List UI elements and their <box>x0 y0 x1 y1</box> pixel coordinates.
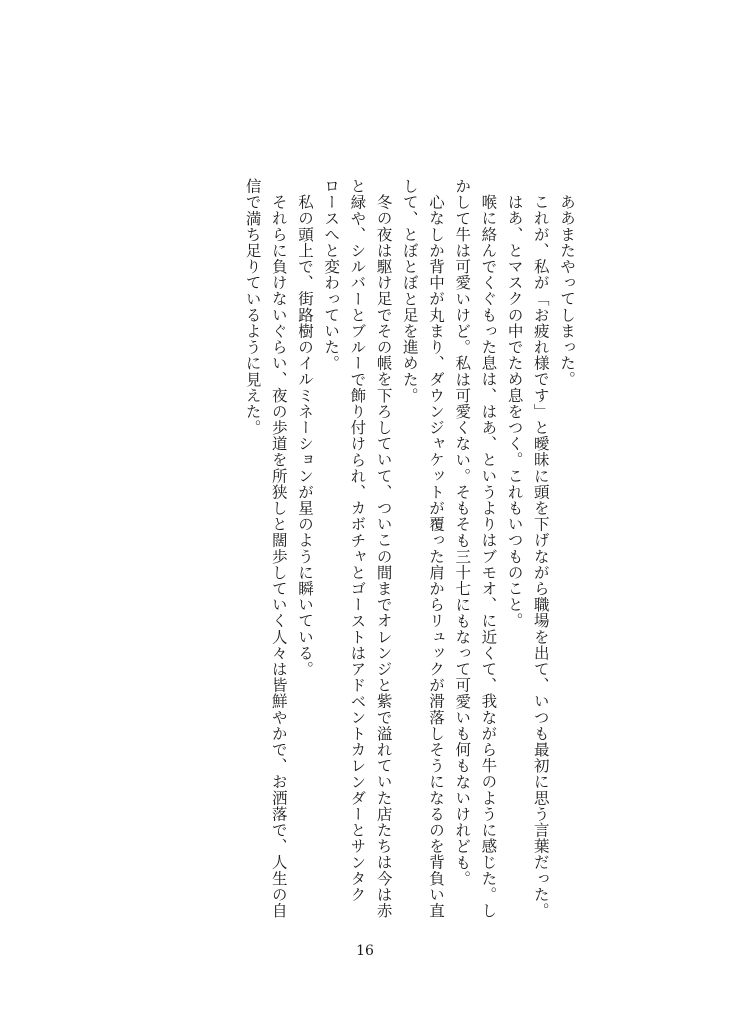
vertical-text-body <box>239 178 580 918</box>
paragraph: はあ、とマスクの中でため息をつく。これもいつものこと。 <box>505 193 524 629</box>
page-number: 16 <box>356 943 374 959</box>
paragraph: ああまたやってしまった。 <box>558 193 576 387</box>
paragraph: それらに負けないぐらい、夜の歩道を所狭しと闊歩していく人々は皆鮮やかで、お洒落で、人生の自信で満ち足りているように見えた。 <box>243 178 288 918</box>
paragraph: 私の頭上で、街路樹のイルミネーションが星のように瞬いている。 <box>295 193 314 677</box>
paragraph: 喉に絡んでくぐもった息は、はあ、というよりはブモオ、に近くて、我ながら牛のように感じた。しかして牛は可愛いけど。私は可愛くない。そもそも三十七にもなって可愛いも何もないけれども。 <box>453 178 498 918</box>
paragraph: これが、私が「お疲れ様です」と曖昧に頭を下げながら職場を出て、いつも最初に思う言葉だった。 <box>531 193 550 918</box>
paragraph: 心なしか背中が丸まり、ダウンジャケットが覆った肩からリュックが滑落しそうになるのを背負い直して、とぼとぼと足を進めた。 <box>400 178 445 918</box>
paragraph: 冬の夜は駆け足でその帳を下ろしていて、ついこの間までオレンジと紫で溢れていた店たちは今は赤と緑や、シルバーとブルーで飾り付けられ、カボチャとゴーストはアドベントカレンダーとサンタクロースへと変わっていた。 <box>322 178 393 918</box>
